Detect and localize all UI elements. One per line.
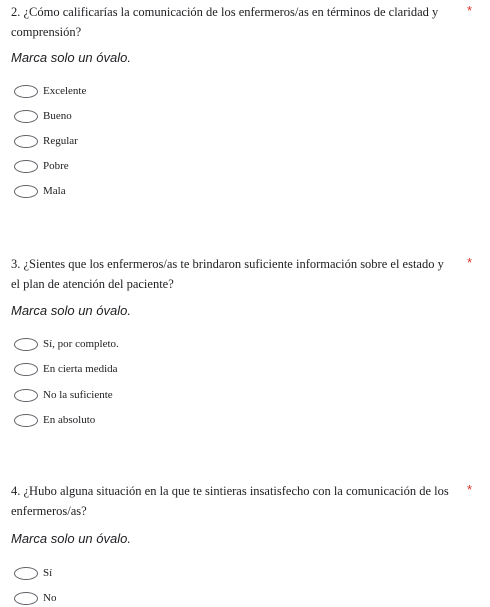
question-title: 4. ¿Hubo alguna situación en la que te sintieras insatisfecho con la comunicación de los enfermeros/as?	[11, 484, 449, 518]
radio-option[interactable]	[14, 589, 56, 607]
radio-oval[interactable]	[14, 85, 38, 98]
radio-oval[interactable]	[14, 414, 38, 427]
question-instruction: Marca solo un óvalo.	[11, 531, 131, 546]
radio-oval[interactable]	[14, 338, 38, 351]
radio-oval[interactable]	[14, 110, 38, 123]
radio-oval[interactable]	[14, 185, 38, 198]
option-label: Sí	[43, 567, 53, 579]
radio-option[interactable]	[14, 157, 69, 175]
radio-option[interactable]	[14, 82, 86, 100]
question-title: 2. ¿Cómo calificarías la comunicación de los enfermeros/as en términos de claridad y comprensión?	[11, 5, 439, 39]
required-asterisk: *	[466, 482, 472, 497]
option-label: No la suficiente	[43, 389, 113, 401]
radio-oval[interactable]	[14, 135, 38, 148]
option-label: Pobre	[43, 160, 69, 172]
radio-oval[interactable]	[14, 567, 38, 580]
option-label: Bueno	[43, 110, 72, 122]
radio-oval[interactable]	[14, 363, 38, 376]
required-asterisk: *	[466, 255, 472, 270]
radio-option[interactable]	[14, 182, 66, 200]
radio-oval[interactable]	[14, 592, 38, 605]
radio-oval[interactable]	[14, 160, 38, 173]
option-label: Sí, por completo.	[43, 338, 119, 350]
radio-option[interactable]	[14, 107, 72, 125]
required-asterisk: *	[466, 3, 472, 18]
radio-option[interactable]	[14, 411, 95, 429]
option-label: No	[43, 592, 57, 604]
radio-oval[interactable]	[14, 389, 38, 402]
radio-option[interactable]	[14, 360, 118, 378]
question-instruction: Marca solo un óvalo.	[11, 50, 131, 65]
option-label: Regular	[43, 135, 78, 147]
radio-option[interactable]	[14, 132, 78, 150]
option-label: En absoluto	[43, 414, 96, 426]
option-label: Mala	[43, 185, 66, 197]
radio-option[interactable]	[14, 386, 113, 404]
option-label: Excelente	[43, 85, 87, 97]
radio-option[interactable]	[14, 335, 119, 353]
radio-option[interactable]	[14, 564, 52, 582]
question-instruction: Marca solo un óvalo.	[11, 303, 131, 318]
question-title: 3. ¿Sientes que los enfermeros/as te brindaron suficiente información sobre el estado y el plan de atención del paciente?	[11, 257, 444, 291]
option-label: En cierta medida	[43, 363, 118, 375]
